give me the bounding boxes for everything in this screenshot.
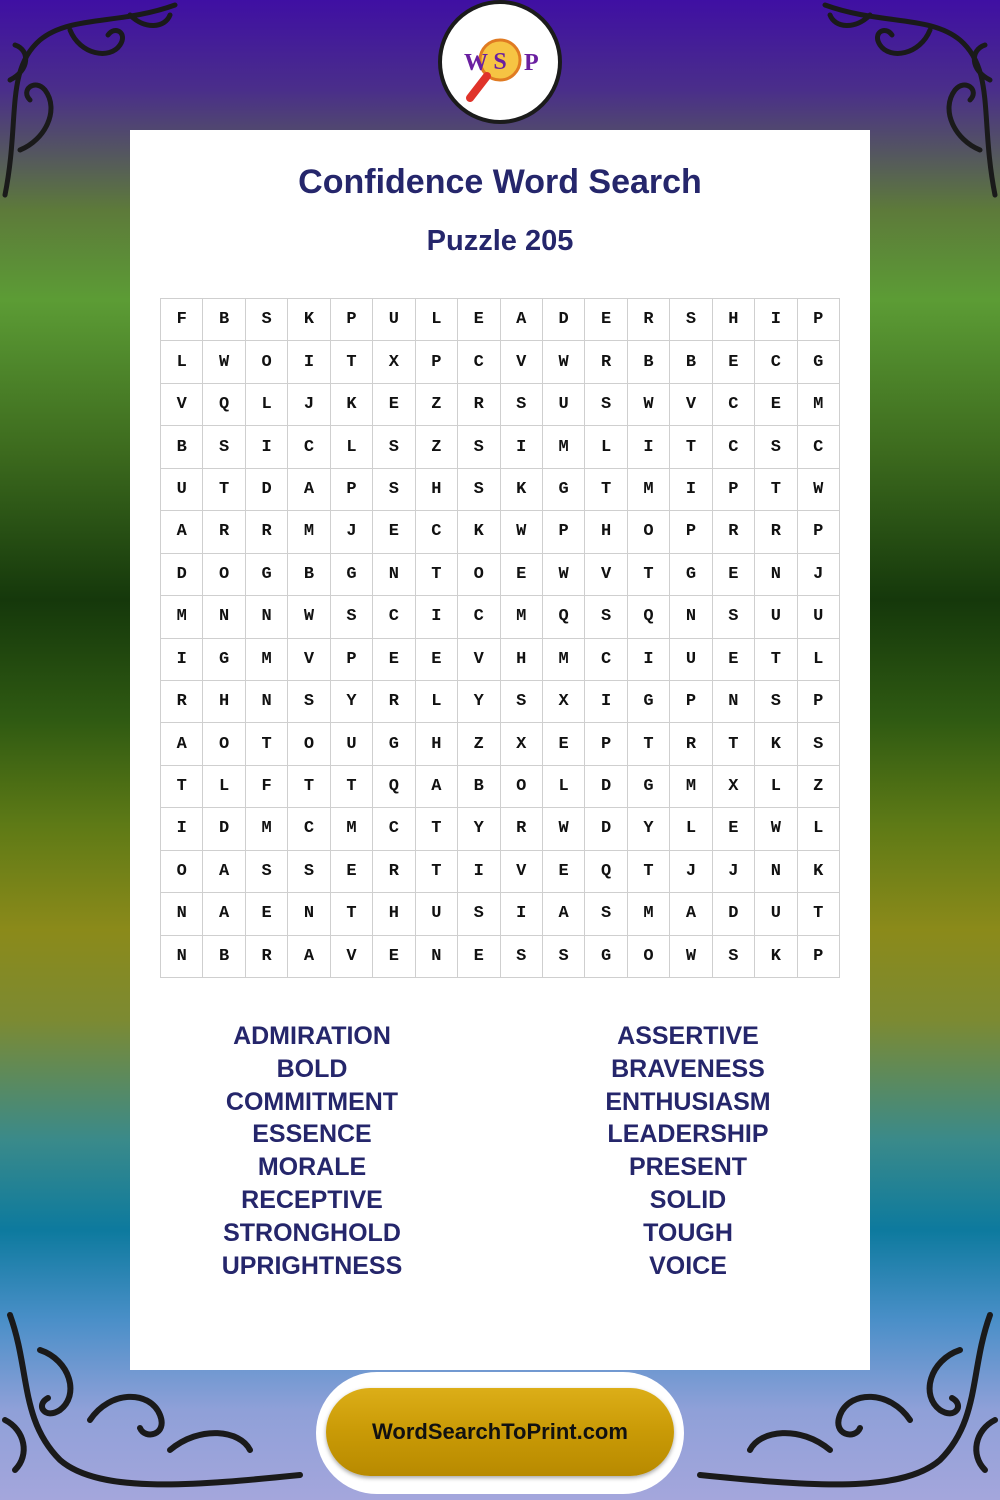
grid-cell[interactable]: N <box>288 893 330 935</box>
grid-cell[interactable]: T <box>246 723 288 765</box>
grid-cell[interactable]: A <box>161 723 203 765</box>
grid-cell[interactable]: B <box>288 554 330 596</box>
grid-cell[interactable]: T <box>161 766 203 808</box>
grid-cell[interactable]: C <box>288 426 330 468</box>
grid-cell[interactable]: W <box>755 808 797 850</box>
grid-cell[interactable]: D <box>246 469 288 511</box>
grid-cell[interactable]: T <box>628 723 670 765</box>
grid-cell[interactable]: L <box>585 426 627 468</box>
grid-cell[interactable]: T <box>288 766 330 808</box>
grid-cell[interactable]: L <box>416 681 458 723</box>
grid-cell[interactable]: M <box>543 639 585 681</box>
grid-cell[interactable]: I <box>755 299 797 341</box>
grid-cell[interactable]: O <box>628 511 670 553</box>
grid-cell[interactable]: E <box>331 851 373 893</box>
grid-cell[interactable]: S <box>501 681 543 723</box>
grid-cell[interactable]: D <box>161 554 203 596</box>
grid-cell[interactable]: T <box>416 554 458 596</box>
word-list-item: UPRIGHTNESS <box>221 1251 403 1280</box>
grid-cell[interactable]: V <box>331 936 373 978</box>
grid-cell[interactable]: S <box>458 893 500 935</box>
grid-cell[interactable]: R <box>373 851 415 893</box>
grid-cell[interactable]: L <box>416 299 458 341</box>
grid-cell[interactable]: S <box>203 426 245 468</box>
grid-cell[interactable]: C <box>288 808 330 850</box>
grid-cell[interactable]: C <box>373 596 415 638</box>
word-list-item: ESSENCE <box>252 1120 372 1149</box>
grid-cell[interactable]: M <box>628 469 670 511</box>
grid-cell[interactable]: R <box>628 299 670 341</box>
grid-cell[interactable]: I <box>670 469 712 511</box>
grid-cell[interactable]: K <box>458 511 500 553</box>
grid-cell[interactable]: Q <box>373 766 415 808</box>
grid-cell[interactable]: L <box>670 808 712 850</box>
grid-cell[interactable]: H <box>501 639 543 681</box>
grid-cell[interactable]: O <box>458 554 500 596</box>
grid-cell[interactable]: X <box>501 723 543 765</box>
grid-cell[interactable]: E <box>543 723 585 765</box>
grid-cell[interactable]: L <box>798 808 840 850</box>
grid-cell[interactable]: M <box>246 639 288 681</box>
grid-cell[interactable]: N <box>670 596 712 638</box>
grid-cell[interactable]: N <box>161 893 203 935</box>
grid-cell[interactable]: P <box>543 511 585 553</box>
grid-cell[interactable]: Z <box>458 723 500 765</box>
grid-cell[interactable]: P <box>331 469 373 511</box>
word-list-right <box>498 1020 878 1282</box>
grid-cell[interactable]: H <box>203 681 245 723</box>
grid-cell[interactable]: G <box>628 681 670 723</box>
word-list-item: ADMIRATION <box>233 1022 391 1050</box>
grid-cell[interactable]: N <box>246 596 288 638</box>
word-list-item: TOUGH <box>643 1218 733 1247</box>
grid-cell[interactable]: E <box>373 639 415 681</box>
word-list-item: BRAVENESS <box>611 1054 765 1083</box>
grid-cell[interactable]: Q <box>203 384 245 426</box>
grid-cell[interactable]: J <box>331 511 373 553</box>
grid-cell[interactable]: M <box>628 893 670 935</box>
grid-cell[interactable]: I <box>501 426 543 468</box>
grid-cell[interactable]: I <box>161 639 203 681</box>
word-list-item: STRONGHOLD <box>223 1218 401 1247</box>
grid-cell[interactable]: W <box>543 341 585 383</box>
grid-cell[interactable]: C <box>458 341 500 383</box>
grid-cell[interactable]: X <box>543 681 585 723</box>
grid-cell[interactable]: A <box>670 893 712 935</box>
word-list-item: COMMITMENT <box>225 1087 399 1116</box>
grid-cell[interactable]: I <box>416 596 458 638</box>
grid-cell[interactable]: J <box>713 851 755 893</box>
grid-cell[interactable]: A <box>161 511 203 553</box>
grid-cell[interactable]: A <box>203 851 245 893</box>
grid-cell[interactable]: T <box>670 426 712 468</box>
grid-cell[interactable]: S <box>755 681 797 723</box>
grid-cell[interactable]: E <box>458 299 500 341</box>
grid-cell[interactable]: M <box>798 384 840 426</box>
grid-cell[interactable]: Y <box>628 808 670 850</box>
grid-cell[interactable]: R <box>373 681 415 723</box>
grid-cell[interactable]: T <box>331 766 373 808</box>
grid-cell[interactable]: K <box>798 851 840 893</box>
grid-cell[interactable]: C <box>458 596 500 638</box>
grid-cell[interactable]: O <box>628 936 670 978</box>
grid-cell[interactable]: U <box>798 596 840 638</box>
grid-cell[interactable]: C <box>713 426 755 468</box>
grid-cell[interactable]: K <box>331 384 373 426</box>
grid-cell[interactable]: V <box>161 384 203 426</box>
grid-cell[interactable]: E <box>713 808 755 850</box>
grid-cell[interactable]: S <box>501 936 543 978</box>
grid-cell[interactable]: W <box>203 341 245 383</box>
grid-cell[interactable]: V <box>670 384 712 426</box>
grid-cell[interactable]: J <box>288 384 330 426</box>
grid-cell[interactable]: S <box>585 384 627 426</box>
grid-cell[interactable]: V <box>585 554 627 596</box>
grid-cell[interactable]: P <box>670 511 712 553</box>
grid-cell[interactable]: U <box>416 893 458 935</box>
logo-letter-s: S <box>493 49 507 75</box>
grid-cell[interactable]: S <box>246 851 288 893</box>
word-list-item: PRESENT <box>628 1153 748 1182</box>
grid-cell[interactable]: T <box>203 469 245 511</box>
grid-cell[interactable]: X <box>713 766 755 808</box>
grid-cell[interactable]: P <box>798 681 840 723</box>
grid-cell[interactable]: N <box>161 936 203 978</box>
grid-cell[interactable]: K <box>755 723 797 765</box>
grid-cell[interactable]: N <box>203 596 245 638</box>
grid-cell[interactable]: G <box>585 936 627 978</box>
grid-cell[interactable]: D <box>203 808 245 850</box>
grid-cell[interactable]: W <box>543 808 585 850</box>
logo-letter-p: P <box>524 50 539 76</box>
grid-cell[interactable]: W <box>543 554 585 596</box>
grid-cell[interactable]: R <box>501 808 543 850</box>
grid-cell[interactable]: E <box>585 299 627 341</box>
word-list-item: SOLID <box>649 1185 727 1214</box>
grid-cell[interactable]: G <box>203 639 245 681</box>
grid-cell[interactable]: O <box>501 766 543 808</box>
word-list-item: MORALE <box>257 1153 367 1182</box>
grid-cell[interactable]: P <box>585 723 627 765</box>
grid-cell[interactable]: U <box>670 639 712 681</box>
grid-cell[interactable]: S <box>373 469 415 511</box>
grid-cell[interactable]: N <box>416 936 458 978</box>
page-title: Confidence Word Search <box>298 163 702 201</box>
grid-cell[interactable]: I <box>501 893 543 935</box>
grid-cell[interactable]: M <box>670 766 712 808</box>
grid-cell[interactable]: I <box>288 341 330 383</box>
site-link-button[interactable]: WordSearchToPrint.com <box>326 1388 674 1476</box>
grid-cell[interactable]: S <box>585 893 627 935</box>
grid-cell[interactable]: J <box>670 851 712 893</box>
word-list-item: RECEPTIVE <box>241 1185 383 1214</box>
grid-cell[interactable]: E <box>755 384 797 426</box>
grid-cell[interactable]: R <box>755 511 797 553</box>
grid-cell[interactable]: U <box>755 596 797 638</box>
grid-cell[interactable]: T <box>331 893 373 935</box>
grid-cell[interactable]: N <box>713 681 755 723</box>
grid-cell[interactable]: M <box>501 596 543 638</box>
grid-cell[interactable]: S <box>458 426 500 468</box>
grid-cell[interactable]: Z <box>416 384 458 426</box>
grid-cell[interactable]: S <box>501 384 543 426</box>
grid-cell[interactable]: R <box>585 341 627 383</box>
grid-cell[interactable]: M <box>288 511 330 553</box>
grid-cell[interactable]: S <box>713 596 755 638</box>
grid-cell[interactable]: I <box>628 426 670 468</box>
grid-cell[interactable]: B <box>203 299 245 341</box>
grid-cell[interactable]: D <box>585 808 627 850</box>
grid-cell[interactable]: B <box>458 766 500 808</box>
grid-cell[interactable]: M <box>161 596 203 638</box>
grid-cell[interactable]: T <box>585 469 627 511</box>
grid-cell[interactable]: P <box>670 681 712 723</box>
grid-cell[interactable]: P <box>416 341 458 383</box>
grid-cell[interactable]: E <box>713 639 755 681</box>
grid-cell[interactable]: U <box>543 384 585 426</box>
grid-cell[interactable]: R <box>161 681 203 723</box>
grid-cell[interactable]: N <box>755 851 797 893</box>
grid-cell[interactable]: Y <box>458 808 500 850</box>
grid-cell[interactable]: L <box>543 766 585 808</box>
grid-cell[interactable]: A <box>543 893 585 935</box>
puzzle-number: Puzzle 205 <box>426 225 574 257</box>
grid-cell[interactable]: R <box>713 511 755 553</box>
grid-cell[interactable]: D <box>585 766 627 808</box>
grid-cell[interactable]: S <box>670 299 712 341</box>
grid-cell[interactable]: U <box>373 299 415 341</box>
grid-cell[interactable]: C <box>713 384 755 426</box>
grid-cell[interactable]: G <box>331 554 373 596</box>
grid-cell[interactable]: E <box>713 341 755 383</box>
grid-cell[interactable]: O <box>288 723 330 765</box>
grid-cell[interactable]: E <box>713 554 755 596</box>
grid-cell[interactable]: G <box>670 554 712 596</box>
grid-cell[interactable]: W <box>670 936 712 978</box>
grid-cell[interactable]: S <box>755 426 797 468</box>
word-list-item: ENTHUSIASM <box>605 1087 771 1116</box>
grid-cell[interactable]: H <box>585 511 627 553</box>
grid-cell[interactable]: B <box>161 426 203 468</box>
word-list-left <box>122 1020 502 1282</box>
grid-cell[interactable]: S <box>543 936 585 978</box>
grid-cell[interactable]: U <box>331 723 373 765</box>
grid-cell[interactable]: S <box>585 596 627 638</box>
logo-letter-w: W <box>464 50 488 76</box>
grid-cell[interactable]: H <box>416 469 458 511</box>
grid-cell[interactable]: R <box>670 723 712 765</box>
grid-cell[interactable]: T <box>798 893 840 935</box>
grid-cell[interactable]: S <box>288 851 330 893</box>
grid-cell[interactable]: O <box>203 723 245 765</box>
grid-cell[interactable]: A <box>501 299 543 341</box>
grid-cell[interactable]: L <box>755 766 797 808</box>
grid-cell[interactable]: A <box>416 766 458 808</box>
grid-cell[interactable]: A <box>288 469 330 511</box>
grid-cell[interactable]: L <box>203 766 245 808</box>
grid-cell[interactable]: P <box>331 639 373 681</box>
grid-cell[interactable]: B <box>670 341 712 383</box>
grid-cell[interactable]: O <box>203 554 245 596</box>
grid-cell[interactable]: U <box>755 893 797 935</box>
grid-cell[interactable]: W <box>501 511 543 553</box>
grid-cell[interactable]: R <box>458 384 500 426</box>
grid-cell[interactable]: Q <box>585 851 627 893</box>
grid-cell[interactable]: P <box>713 469 755 511</box>
grid-cell[interactable]: C <box>416 511 458 553</box>
grid-cell[interactable]: P <box>798 511 840 553</box>
grid-cell[interactable]: S <box>713 936 755 978</box>
grid-cell[interactable]: V <box>288 639 330 681</box>
grid-cell[interactable]: I <box>246 426 288 468</box>
grid-cell[interactable]: H <box>373 893 415 935</box>
grid-cell[interactable]: I <box>628 639 670 681</box>
word-list-item: ASSERTIVE <box>617 1022 759 1050</box>
grid-cell[interactable]: R <box>203 511 245 553</box>
word-list-item: BOLD <box>276 1054 348 1083</box>
grid-cell[interactable]: Q <box>628 596 670 638</box>
grid-cell[interactable]: B <box>203 936 245 978</box>
grid-cell[interactable]: C <box>755 341 797 383</box>
grid-cell[interactable]: P <box>798 299 840 341</box>
grid-cell[interactable]: K <box>501 469 543 511</box>
grid-cell[interactable]: T <box>755 469 797 511</box>
grid-cell[interactable]: G <box>628 766 670 808</box>
grid-cell[interactable]: I <box>161 808 203 850</box>
grid-cell[interactable]: L <box>246 384 288 426</box>
grid-cell[interactable]: M <box>331 808 373 850</box>
grid-cell[interactable]: A <box>203 893 245 935</box>
grid-cell[interactable]: Y <box>331 681 373 723</box>
grid-cell[interactable]: S <box>331 596 373 638</box>
grid-cell[interactable]: E <box>373 936 415 978</box>
grid-cell[interactable]: O <box>161 851 203 893</box>
grid-cell[interactable]: R <box>246 511 288 553</box>
grid-cell[interactable]: F <box>161 299 203 341</box>
word-list-item: LEADERSHIP <box>607 1120 769 1149</box>
grid-cell[interactable]: A <box>288 936 330 978</box>
grid-cell[interactable]: T <box>416 851 458 893</box>
grid-cell[interactable]: P <box>798 936 840 978</box>
grid-cell[interactable]: E <box>246 893 288 935</box>
grid-cell[interactable]: G <box>246 554 288 596</box>
grid-cell[interactable]: B <box>628 341 670 383</box>
word-list-item: VOICE <box>649 1251 727 1280</box>
grid-cell[interactable]: F <box>246 766 288 808</box>
grid-cell[interactable]: G <box>798 341 840 383</box>
grid-cell[interactable]: T <box>755 639 797 681</box>
grid-cell[interactable]: T <box>713 723 755 765</box>
grid-cell[interactable]: T <box>628 554 670 596</box>
letter-grid <box>160 298 840 978</box>
grid-cell[interactable]: S <box>246 299 288 341</box>
grid-cell[interactable]: E <box>501 554 543 596</box>
grid-cell[interactable]: L <box>331 426 373 468</box>
grid-cell[interactable]: O <box>246 341 288 383</box>
grid-cell[interactable]: C <box>373 808 415 850</box>
grid-cell[interactable]: U <box>161 469 203 511</box>
grid-cell[interactable]: G <box>373 723 415 765</box>
wsp-logo <box>438 0 562 124</box>
grid-cell[interactable]: E <box>543 851 585 893</box>
grid-cell[interactable]: G <box>543 469 585 511</box>
grid-cell[interactable]: I <box>585 681 627 723</box>
grid-cell[interactable]: Y <box>458 681 500 723</box>
grid-cell[interactable]: Z <box>416 426 458 468</box>
grid-cell[interactable]: W <box>798 469 840 511</box>
grid-cell[interactable]: Q <box>543 596 585 638</box>
grid-cell[interactable]: D <box>543 299 585 341</box>
grid-cell[interactable]: M <box>246 808 288 850</box>
grid-cell[interactable]: H <box>713 299 755 341</box>
grid-cell[interactable]: K <box>288 299 330 341</box>
grid-cell[interactable]: N <box>755 554 797 596</box>
grid-cell[interactable]: T <box>416 808 458 850</box>
grid-cell[interactable]: S <box>798 723 840 765</box>
grid-cell[interactable]: R <box>246 936 288 978</box>
grid-cell[interactable]: L <box>161 341 203 383</box>
grid-cell[interactable]: V <box>501 851 543 893</box>
grid-cell[interactable]: S <box>458 469 500 511</box>
grid-cell[interactable]: E <box>373 511 415 553</box>
grid-cell[interactable]: X <box>373 341 415 383</box>
grid-cell[interactable]: E <box>416 639 458 681</box>
grid-cell[interactable]: L <box>798 639 840 681</box>
grid-cell[interactable]: D <box>713 893 755 935</box>
grid-cell[interactable]: M <box>543 426 585 468</box>
grid-cell[interactable]: E <box>373 384 415 426</box>
grid-cell[interactable]: P <box>331 299 373 341</box>
grid-cell[interactable]: S <box>373 426 415 468</box>
grid-cell[interactable]: I <box>458 851 500 893</box>
grid-cell[interactable]: W <box>628 384 670 426</box>
grid-cell[interactable]: J <box>798 554 840 596</box>
grid-cell[interactable]: K <box>755 936 797 978</box>
grid-cell[interactable]: W <box>288 596 330 638</box>
grid-cell[interactable]: S <box>288 681 330 723</box>
grid-cell[interactable]: N <box>373 554 415 596</box>
grid-cell[interactable]: C <box>798 426 840 468</box>
grid-cell[interactable]: V <box>501 341 543 383</box>
grid-cell[interactable]: T <box>331 341 373 383</box>
grid-cell[interactable]: N <box>246 681 288 723</box>
grid-cell[interactable]: Z <box>798 766 840 808</box>
grid-cell[interactable]: T <box>628 851 670 893</box>
grid-cell[interactable]: H <box>416 723 458 765</box>
grid-cell[interactable]: C <box>585 639 627 681</box>
grid-cell[interactable]: E <box>458 936 500 978</box>
grid-cell[interactable]: V <box>458 639 500 681</box>
